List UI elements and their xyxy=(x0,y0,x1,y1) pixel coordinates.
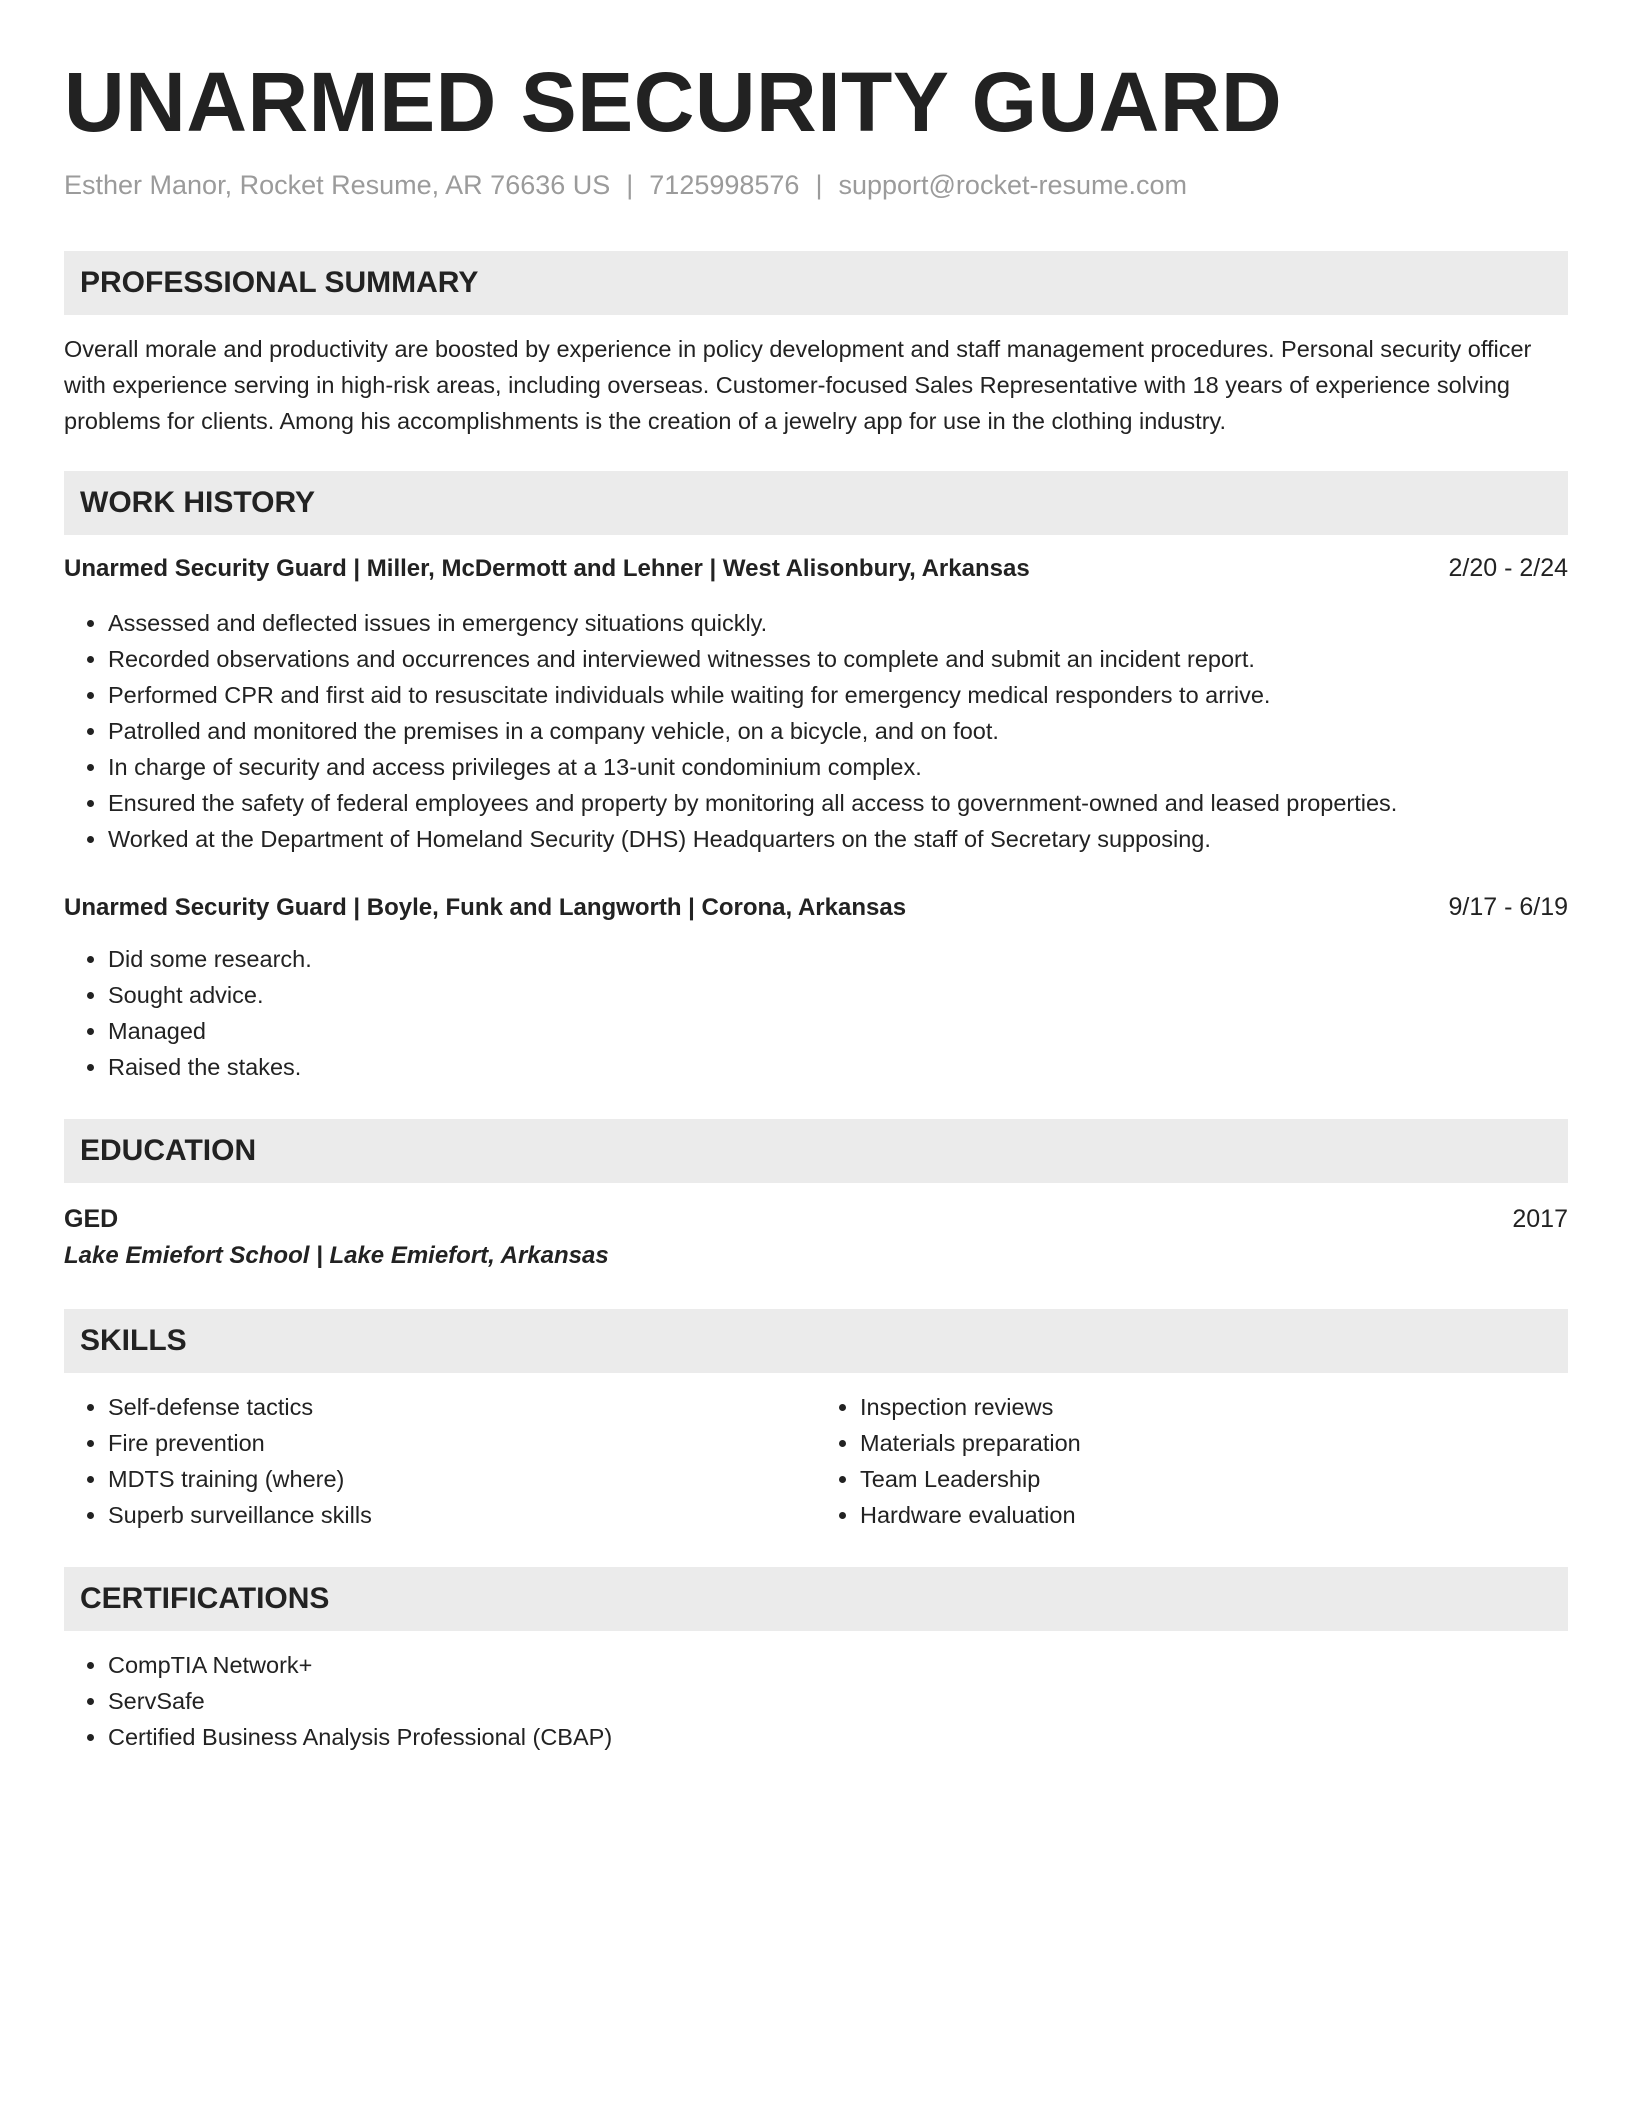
job-title: Unarmed Security Guard | Boyle, Funk and Langworth | Corona, Arkansas xyxy=(64,894,907,922)
summary-text: Overall morale and productivity are boosted by experience in policy development and staff management procedures. Personal security officer with experience serving in high-risk areas, including overseas. Customer-focused Sales Representative with 18 years of experience solving problems for clients. Among his accomplishments is the creation of a jewelry app for use in the clothing industry. xyxy=(64,336,1532,435)
job-bullet: • Patrolled and monitored the premises in a company vehicle, on a bicycle, and on foot. xyxy=(108,713,1568,749)
skills-column-left xyxy=(64,1389,816,1533)
skills-heading: SKILLS xyxy=(64,1309,1568,1373)
education-entry xyxy=(64,1201,1568,1275)
job-header xyxy=(64,890,1568,925)
resume-name: UNARMED SECURITY GUARD xyxy=(64,55,1283,149)
contact-address: Esther Manor, Rocket Resume, AR 76636 US xyxy=(64,170,611,201)
job-bullets xyxy=(64,605,1568,857)
job-bullet: • Performed CPR and first aid to resuscitate individuals while waiting for emergency medical responders to arrive. xyxy=(108,677,1568,713)
skill-item: • Team Leadership xyxy=(860,1461,1568,1497)
skill-item: • Materials preparation xyxy=(860,1425,1568,1461)
job-entry xyxy=(64,551,1568,857)
certification-item: • CompTIA Network+ xyxy=(108,1647,1568,1683)
education-year: 2017 xyxy=(1512,1205,1568,1234)
skills-column-right xyxy=(816,1389,1568,1533)
job-bullet: • Ensured the safety of federal employees and property by monitoring all access to government-owned and leased properties. xyxy=(108,785,1568,821)
job-bullet: • Recorded observations and occurrences and interviewed witnesses to complete and submit an incident report. xyxy=(108,641,1568,677)
certifications-list xyxy=(64,1647,1568,1755)
job-header xyxy=(64,551,1568,586)
education-degree: GED xyxy=(64,1205,119,1234)
job-bullets xyxy=(64,941,1568,1085)
certification-item: • Certified Business Analysis Professional (CBAP) xyxy=(108,1719,1568,1755)
job-bullet: • Assessed and deflected issues in emergency situations quickly. xyxy=(108,605,1568,641)
education-heading: EDUCATION xyxy=(64,1119,1568,1183)
job-bullet: • In charge of security and access privileges at a 13-unit condominium complex. xyxy=(108,749,1568,785)
certification-item: • ServSafe xyxy=(108,1683,1568,1719)
job-dates: 9/17 - 6/19 xyxy=(1448,893,1568,922)
job-title: Unarmed Security Guard | Miller, McDermott and Lehner | West Alisonbury, Arkansas xyxy=(64,555,1030,583)
job-bullet: • Worked at the Department of Homeland Security (DHS) Headquarters on the staff of Secretary supposing. xyxy=(108,821,1568,857)
education-school: Lake Emiefort School | Lake Emiefort, Arkansas xyxy=(64,1242,609,1270)
job-entry xyxy=(64,890,1568,1085)
contact-line xyxy=(64,170,1568,201)
job-dates: 2/20 - 2/24 xyxy=(1448,554,1568,583)
summary-heading: PROFESSIONAL SUMMARY xyxy=(64,251,1568,315)
contact-email: support@rocket-resume.com xyxy=(838,170,1187,201)
job-bullet: • Sought advice. xyxy=(108,977,1568,1013)
job-bullet: • Managed xyxy=(108,1013,1568,1049)
skill-item: • Self-defense tactics xyxy=(108,1389,816,1425)
work-history-heading: WORK HISTORY xyxy=(64,471,1568,535)
skills-grid xyxy=(64,1389,1568,1533)
education-row xyxy=(64,1201,1568,1237)
contact-separator: | xyxy=(815,170,823,201)
contact-phone: 7125998576 xyxy=(649,170,800,201)
skill-item: • Inspection reviews xyxy=(860,1389,1568,1425)
skill-item: • Hardware evaluation xyxy=(860,1497,1568,1533)
skill-item: • Superb surveillance skills xyxy=(108,1497,816,1533)
contact-separator: | xyxy=(626,170,634,201)
skill-item: • Fire prevention xyxy=(108,1425,816,1461)
skill-item: • MDTS training (where) xyxy=(108,1461,816,1497)
job-bullet: • Raised the stakes. xyxy=(108,1049,1568,1085)
certifications-heading: CERTIFICATIONS xyxy=(64,1567,1568,1631)
job-bullet: • Did some research. xyxy=(108,941,1568,977)
